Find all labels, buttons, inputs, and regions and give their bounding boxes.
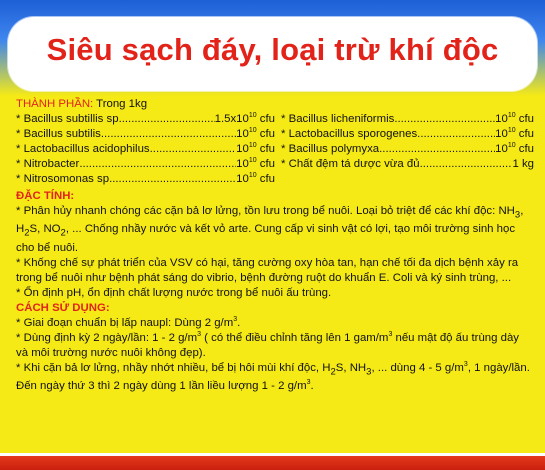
amount-unit: cfu [256,158,275,170]
dot-leader [101,127,236,142]
ingredient-amount [215,112,275,127]
superscript: 3 [463,360,468,368]
ingredient-amount [495,127,534,142]
subscript: 2 [24,227,30,239]
feature-text: S, NO [29,223,61,236]
superscript: 3 [306,378,311,386]
amount-value: 1 [512,158,519,170]
amount-unit: cfu [256,128,275,140]
usage-text: , ... dùng 4 - 5 g/m [371,361,464,374]
features-heading: ĐẶC TÍNH: [16,190,75,202]
ingredient-name: * Lactobacillus acidophilus [16,143,150,155]
composition-right-column [275,112,534,187]
amount-unit: kg [518,158,534,170]
ingredient-row [16,172,275,187]
amount-unit: cfu [515,143,534,155]
subscript: 3 [514,209,521,221]
ingredient-amount [236,172,275,187]
usage-heading: CÁCH SỬ DỤNG: [16,301,110,314]
ingredient-row [281,157,534,172]
usage-text: nếu mật độ ấu trùng dày và môi trường nước nuôi không đẹp). [16,331,519,359]
amount-unit: cfu [256,143,275,155]
ingredient-row [281,112,534,127]
ingredient-amount [236,157,275,172]
amount-value: 10 [236,143,249,155]
usage-text: * Dùng định kỳ 2 ngày/lần: 1 - 2 g/m [16,331,198,344]
ingredient-name: * Bacillus subtillis sp [16,113,119,125]
superscript: 3 [388,330,393,338]
feature-text: , ... Chống nhầy nước và kết vỏ arte. Cung cấp vi sinh vật có lợi, tạo môi trường sinh học cho bể nuôi. [16,223,516,254]
amount-exponent: 10 [248,127,257,134]
dot-leader [394,112,495,127]
composition-heading: THÀNH PHẦN: [16,98,94,110]
usage-text: S, NH [335,361,367,374]
amount-exponent: 10 [507,142,516,149]
composition-header [16,97,534,112]
ingredient-name: * Lactobacillus sporogenes [281,128,418,140]
ingredient-row [16,112,275,127]
ingredient-amount [495,112,534,127]
feature-paragraph: * Khống chế sự phát triển của VSV có hại, tăng cường oxy hòa tan, hạn chế tối đa dịch bệnh xảy ra trong bể nuôi như bệnh phát sáng do vibrio, bệnh đường ruột do khuẩn E. Coli và ký sinh trùng, ... [16,256,519,284]
subscript: 3 [366,365,372,377]
amount-unit: cfu [515,128,534,140]
usage-text: * Giai đoạn chuẩn bị lấp naupl: Dùng 2 g/m [16,316,234,329]
dot-leader [79,157,236,172]
dot-leader [109,172,236,187]
amount-exponent: 10 [248,142,257,149]
usage-text: , 1 ngày/lần. Đến ngày thứ 3 thì 2 ngày dùng 1 lần liều lượng 1 - 2 g/m [16,361,530,392]
dot-leader [379,142,495,157]
subscript: 2 [330,365,336,377]
amount-value: 10 [236,128,249,140]
usage-text: * Khi cặn bả lơ lửng, nhầy nhớt nhiều, bể bị hôi mùi khí độc, H [16,361,331,374]
ingredient-name: * Chất đệm tá dược vừa đủ [281,158,420,170]
amount-exponent: 10 [248,172,257,179]
ingredient-name: * Nitrobacter [16,158,80,170]
amount-unit: cfu [256,173,275,185]
ingredient-name: * Nitrosomonas sp [16,173,110,185]
ingredient-row [281,142,534,157]
usage-text: . [237,316,241,329]
superscript: 3 [233,315,238,323]
ingredient-name: * Bacillus licheniformis [281,113,395,125]
amount-exponent: 10 [248,157,257,164]
ingredient-amount [512,157,534,172]
dot-leader [420,157,513,172]
dot-leader [417,127,495,142]
amount-value: 10 [495,143,508,155]
amount-exponent: 10 [507,112,516,119]
composition-table [16,112,534,187]
amount-exponent: 10 [507,127,516,134]
superscript: 3 [197,330,201,338]
feature-paragraph [16,204,534,256]
composition-per-unit: Trong 1kg [93,98,148,110]
product-title: Siêu sạch đáy, loại trừ khí độc [46,32,499,67]
ingredient-row [16,142,275,157]
usage-paragraph [16,331,534,361]
ingredient-row [16,127,275,142]
dot-leader [150,142,237,157]
ingredient-amount [236,142,275,157]
amount-value: 1.5x10 [214,113,249,125]
ingredient-name: * Bacillus subtilis [16,128,101,140]
dot-leader [119,112,215,127]
ingredient-amount [495,142,534,157]
ingredient-name: * Bacillus polymyxa [281,143,380,155]
usage-paragraph [16,361,534,394]
amount-unit: cfu [515,113,534,125]
usage-paragraph [16,316,534,331]
amount-value: 10 [236,158,249,170]
ingredient-row [16,157,275,172]
bottom-ribbon [0,453,545,470]
label-content [16,97,534,394]
ingredient-row [281,127,534,142]
usage-text: . [310,379,314,392]
subscript: 2 [60,227,66,239]
amount-value: 10 [495,113,508,125]
feature-text: , H [16,205,524,236]
feature-text: * Phân hủy nhanh chóng các cặn bả lơ lửng, tồn lưu trong bể nuôi. Loại bỏ triệt để các khí độc: NH [16,205,515,217]
amount-value: 10 [495,128,508,140]
feature-paragraph: * Ổn định pH, ổn định chất lượng nước trong bể nuôi ấu trùng. [16,286,332,299]
usage-text: ( có thể điều chỉnh tăng lên 1 gam/m [201,331,389,344]
amount-exponent: 10 [248,112,257,119]
amount-unit: cfu [256,113,275,125]
ingredient-amount [236,127,275,142]
composition-left-column [16,112,275,187]
amount-value: 10 [236,173,249,185]
